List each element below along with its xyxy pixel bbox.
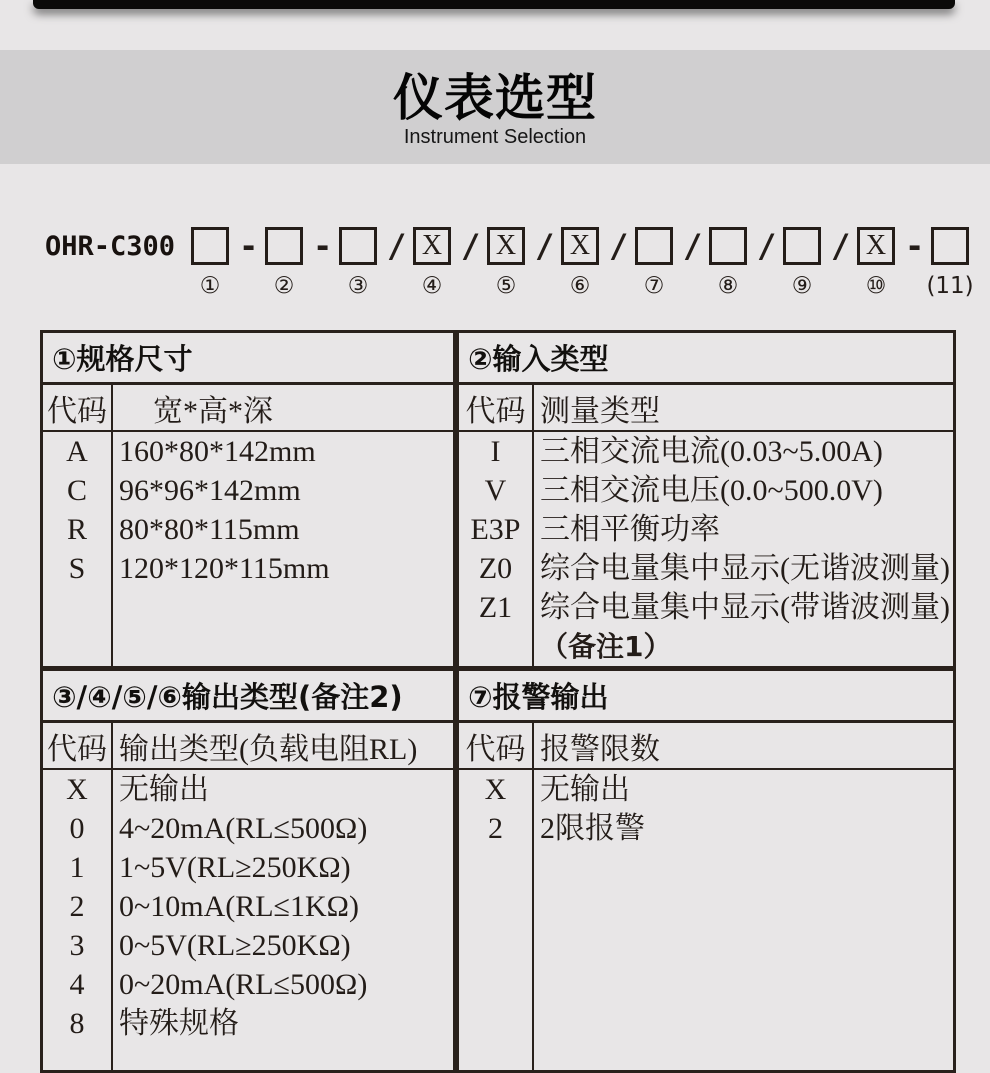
alarm-output-header: ⑦报警输出 <box>459 671 953 723</box>
page-title: 仪表选型 <box>393 69 597 126</box>
desc-column-label: 输出类型(负载电阻RL) <box>119 732 418 766</box>
model-code-position <box>708 227 777 299</box>
table-band-2 <box>40 668 956 1073</box>
code-box <box>709 227 747 265</box>
code-separator: / <box>757 227 777 265</box>
desc-cells <box>113 432 453 666</box>
desc-value: 4~20mA(RL≤500Ω) <box>119 812 368 845</box>
desc-value: 0~20mA(RL≤500Ω) <box>119 968 368 1001</box>
desc-value: 综合电量集中显示(无谐波测量) <box>540 552 950 585</box>
output-type-table <box>40 668 456 1073</box>
code-value: Z1 <box>478 591 513 624</box>
spec-size-table <box>40 330 456 669</box>
code-separator: - <box>239 227 259 265</box>
page-subtitle: Instrument Selection <box>403 125 587 148</box>
code-column-label: 代码 <box>43 385 113 430</box>
code-position-number: ⑤ <box>495 273 517 299</box>
code-cells <box>43 432 113 666</box>
input-type-header: ②输入类型 <box>459 333 953 385</box>
code-value: I <box>490 435 501 468</box>
desc-column-label: 宽*高*深 <box>153 394 273 428</box>
code-value: A <box>66 435 88 468</box>
desc-column-label: 报警限数 <box>540 732 660 766</box>
code-value: 4 <box>69 968 85 1001</box>
code-position-number: ③ <box>347 273 369 299</box>
desc-value: 2限报警 <box>540 812 645 845</box>
desc-value: 特殊规格 <box>119 1007 239 1040</box>
note-1: （备注1） <box>540 630 672 663</box>
input-type-table <box>456 330 956 669</box>
model-code-position <box>560 227 629 299</box>
code-value: 8 <box>69 1007 85 1040</box>
model-code-position <box>856 227 925 299</box>
code-position-number: ⑨ <box>791 273 813 299</box>
code-separator: / <box>831 227 851 265</box>
desc-value: 无输出 <box>119 773 209 806</box>
table-band-1 <box>40 330 956 669</box>
code-separator: / <box>387 227 407 265</box>
code-value: 0 <box>69 812 85 845</box>
code-value: 1 <box>69 851 85 884</box>
spec-size-subheader <box>43 385 453 432</box>
alarm-output-body <box>459 770 953 1070</box>
model-code-row <box>45 227 990 299</box>
desc-value: 120*120*115mm <box>119 552 330 585</box>
code-value: X <box>484 773 507 806</box>
desc-value: 96*96*142mm <box>119 474 301 507</box>
input-type-body <box>459 432 953 666</box>
alarm-output-table <box>456 668 956 1073</box>
code-value: V <box>484 474 507 507</box>
code-value: C <box>66 474 87 507</box>
code-value: E3P <box>470 513 521 546</box>
model-code-position <box>264 227 333 299</box>
code-cells <box>459 770 534 1070</box>
code-box <box>191 227 229 265</box>
desc-value: 80*80*115mm <box>119 513 300 546</box>
code-value: X <box>66 773 88 806</box>
code-value: R <box>66 513 87 546</box>
desc-cells <box>113 770 453 1070</box>
code-position-number: ⑥ <box>569 273 591 299</box>
top-section-divider-bar <box>33 0 955 9</box>
code-position-number: ⑩ <box>865 273 887 299</box>
model-code-position <box>486 227 555 299</box>
output-type-body <box>43 770 453 1070</box>
model-code-position <box>782 227 851 299</box>
desc-value: 三相交流电流(0.03~5.00A) <box>540 435 883 468</box>
model-code-prefix: OHR-C300 <box>45 231 176 262</box>
code-position-number: ④ <box>421 273 443 299</box>
code-box: X <box>857 227 895 265</box>
desc-cells <box>534 770 953 1070</box>
code-value: 2 <box>488 812 503 845</box>
code-separator: - <box>313 227 333 265</box>
output-type-subheader <box>43 723 453 770</box>
code-value: 3 <box>69 929 85 962</box>
desc-value: 三相平衡功率 <box>540 513 720 546</box>
code-box <box>339 227 377 265</box>
code-position-number: ⑦ <box>643 273 665 299</box>
desc-value: 三相交流电压(0.0~500.0V) <box>540 474 883 507</box>
code-value: S <box>68 552 86 585</box>
desc-column-label: 测量类型 <box>540 394 660 428</box>
code-column-label: 代码 <box>459 385 534 430</box>
desc-value: 160*80*142mm <box>119 435 316 468</box>
title-band <box>0 50 990 164</box>
desc-value: 0~5V(RL≥250KΩ) <box>119 929 351 962</box>
code-box: X <box>561 227 599 265</box>
code-cells <box>459 432 534 666</box>
code-position-number: ② <box>273 273 295 299</box>
code-position-number: ① <box>199 273 221 299</box>
code-separator: / <box>609 227 629 265</box>
model-code-position <box>338 227 407 299</box>
code-position-number: (11) <box>926 273 974 299</box>
code-value: Z0 <box>478 552 513 585</box>
alarm-output-subheader <box>459 723 953 770</box>
code-box <box>635 227 673 265</box>
code-box: X <box>413 227 451 265</box>
code-cells <box>43 770 113 1070</box>
output-type-header: ③/④/⑤/⑥输出类型(备注2) <box>43 671 453 723</box>
code-position-number: ⑧ <box>717 273 739 299</box>
input-type-subheader <box>459 385 953 432</box>
code-box <box>931 227 969 265</box>
desc-value: 0~10mA(RL≤1KΩ) <box>119 890 359 923</box>
code-box <box>783 227 821 265</box>
code-box <box>265 227 303 265</box>
model-code-position <box>190 227 259 299</box>
spec-size-body <box>43 432 453 666</box>
desc-cells <box>534 432 953 666</box>
desc-value: 综合电量集中显示(带谐波测量) <box>540 591 950 624</box>
code-value: 2 <box>69 890 85 923</box>
code-separator: / <box>461 227 481 265</box>
code-separator: / <box>535 227 555 265</box>
code-separator: - <box>905 227 925 265</box>
desc-value: 无输出 <box>540 773 630 806</box>
code-separator: / <box>683 227 703 265</box>
model-code-position <box>926 227 990 299</box>
desc-value: 1~5V(RL≥250KΩ) <box>119 851 351 884</box>
code-box: X <box>487 227 525 265</box>
code-column-label: 代码 <box>43 723 113 768</box>
model-code-position <box>412 227 481 299</box>
model-code-position <box>634 227 703 299</box>
spec-size-header: ①规格尺寸 <box>43 333 453 385</box>
code-column-label: 代码 <box>459 723 534 768</box>
